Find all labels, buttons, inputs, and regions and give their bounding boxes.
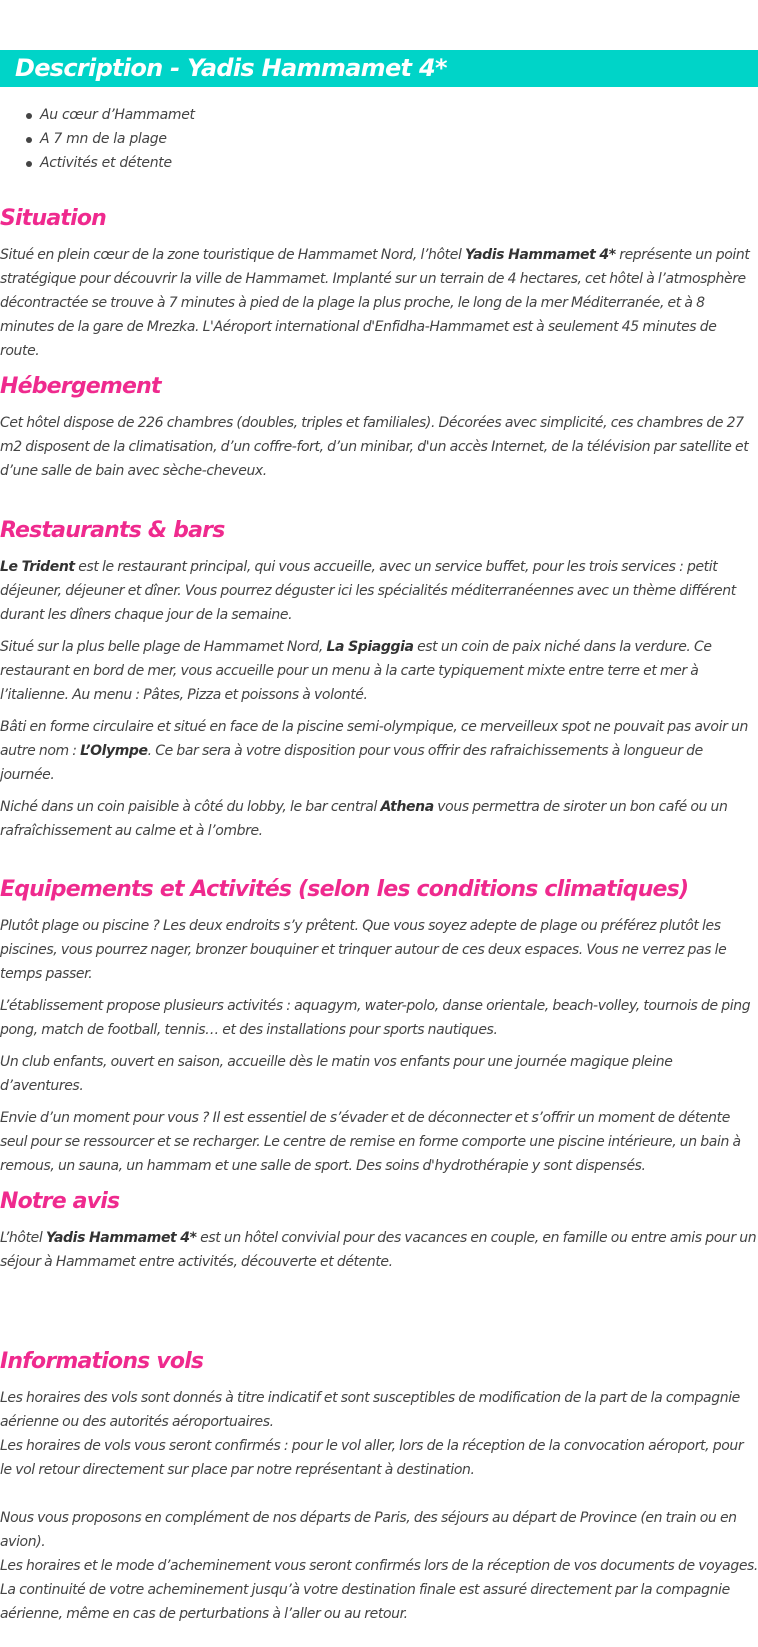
text-run: Situé sur la plus belle plage de Hammamet Nord,	[0, 639, 327, 655]
paragraph: Plutôt plage ou piscine ? Les deux endroits s’y prêtent. Que vous soyez adepte de plage ou préférez plutôt les piscines, vous pourrez nager, bronzer bouquiner et trinquer autour de ces deux espaces. Vous ne verrez pas le temps passer.	[0, 918, 727, 982]
section-hebergement	[0, 371, 758, 483]
paragraph: Les horaires et le mode d’acheminement vous seront confirmés lors de la réception de vos documents de voyages.	[0, 1558, 758, 1574]
section-heading: Informations vols	[0, 1349, 204, 1374]
text-run: L’hôtel	[0, 1230, 46, 1246]
text-run: Bâti en forme circulaire et situé en face de la piscine semi-olympique, ce merveilleux spot ne pouvait pas avoir un autre nom :	[0, 719, 748, 759]
section-vols	[0, 1346, 758, 1626]
bullet-icon	[26, 161, 32, 167]
bullet-icon	[26, 137, 32, 143]
restaurant-name: Le Trident	[0, 559, 75, 575]
paragraph	[0, 1226, 758, 1274]
section-equipements	[0, 874, 758, 1178]
hotel-name: Yadis Hammamet 4*	[45, 1230, 197, 1246]
description-banner	[0, 50, 758, 87]
paragraph	[0, 243, 758, 363]
bar-name: Athena	[380, 799, 434, 815]
section-restaurants	[0, 515, 758, 843]
text-run: Niché dans un coin paisible à côté du lobby, le bar central	[0, 799, 381, 815]
bar-name: L’Olympe	[80, 743, 148, 759]
hotel-name: Yadis Hammamet 4*	[465, 247, 616, 263]
paragraph: Un club enfants, ouvert en saison, accueille dès le matin vos enfants pour une journée magique pleine d’aventures.	[0, 1054, 673, 1094]
paragraph: L’établissement propose plusieurs activités : aquagym, water-polo, danse orientale, beach-volley, tournois de ping pong, match de football, tennis… et des installations pour sports nautiques.	[0, 998, 751, 1038]
section-heading: Restaurants & bars	[0, 518, 225, 543]
list-item	[0, 127, 195, 151]
list-item-text: Activités et détente	[40, 155, 172, 171]
section-situation	[0, 203, 758, 363]
list-item-text: A 7 mn de la plage	[40, 131, 167, 147]
paragraph	[0, 795, 758, 843]
text-run: est un hôtel convivial pour des vacances en couple, en famille ou entre amis pour un séjour à Hammamet entre activités, découverte et détente.	[0, 1230, 757, 1270]
paragraph	[0, 635, 758, 707]
text-run: Situé en plein cœur de la zone touristique de Hammamet Nord, l’hôtel	[0, 247, 466, 263]
paragraph	[0, 555, 758, 627]
list-item	[0, 151, 195, 175]
restaurant-name: La Spiaggia	[326, 639, 414, 655]
text-run: . Ce bar sera à votre disposition pour vous offrir des rafraichissements à longueur de journée.	[0, 743, 703, 783]
text-run: représente un point stratégique pour découvrir la ville de Hammamet. Implanté sur un terrain de 4 hectares, cet hôtel à l’atmosphère décontractée se trouve à 7 minutes à pied de la plage la plus proche, le long de la mer Méditerranée, et à 8 minutes de la gare de Mrezka. L'Aéroport international d'Enfidha-Hammamet est à seulement 45 minutes de route.	[0, 247, 750, 359]
list-item-text: Au cœur d’Hammamet	[40, 107, 195, 123]
bullet-icon	[26, 113, 32, 119]
list-item	[0, 103, 195, 127]
section-heading: Notre avis	[0, 1189, 120, 1214]
text-run: est un coin de paix niché dans la verdure. Ce restaurant en bord de mer, vous accueille pour un menu à la carte typiquement mixte entre terre et mer à l’italienne. Au menu : Pâtes, Pizza et poissons à volonté.	[0, 639, 712, 703]
section-avis	[0, 1186, 758, 1274]
paragraph: Cet hôtel dispose de 226 chambres (doubles, triples et familiales). Décorées avec simplicité, ces chambres de 27 m2 disposent de la climatisation, d’un coffre-fort, d’un minibar, d'un accès Internet, de la télévision par satellite et d’une salle de bain avec sèche-cheveux.	[0, 415, 749, 479]
paragraph: Envie d’un moment pour vous ? Il est essentiel de s’évader et de déconnecter et s’offrir un moment de détente seul pour se ressourcer et se recharger. Le centre de remise en forme comporte une piscine intérieure, un bain à remous, un sauna, un hammam et une salle de sport. Des soins d'hydrothérapie y sont dispensés.	[0, 1110, 741, 1174]
paragraph: Les horaires de vols vous seront confirmés : pour le vol aller, lors de la réception de la convocation aéroport, pour le vol retour directement sur place par notre représentant à destination.	[0, 1438, 744, 1478]
section-heading: Equipements et Activités (selon les conditions climatiques)	[0, 877, 689, 902]
banner-title: Description - Yadis Hammamet 4*	[15, 54, 447, 82]
paragraph	[0, 715, 758, 787]
text-run: vous permettra de siroter un bon café ou un rafraîchissement au calme et à l’ombre.	[0, 799, 728, 839]
section-heading: Hébergement	[0, 374, 161, 399]
highlights-list	[0, 103, 195, 175]
paragraph: Les horaires des vols sont donnés à titre indicatif et sont susceptibles de modification de la part de la compagnie aérienne ou des autorités aéroportuaires.	[0, 1390, 740, 1430]
text-run: est le restaurant principal, qui vous accueille, avec un service buffet, pour les trois services : petit déjeuner, déjeuner et dîner. Vous pourrez déguster ici les spécialités méditerranéennes avec un thème différent durant les dîners chaque jour de la semaine.	[0, 559, 736, 623]
section-heading: Situation	[0, 206, 107, 231]
paragraph: La continuité de votre acheminement jusqu’à votre destination finale est assuré directement par la compagnie aérienne, même en cas de perturbations à l’aller ou au retour.	[0, 1582, 730, 1622]
paragraph: Nous vous proposons en complément de nos départs de Paris, des séjours au départ de Province (en train ou en avion).	[0, 1510, 737, 1550]
